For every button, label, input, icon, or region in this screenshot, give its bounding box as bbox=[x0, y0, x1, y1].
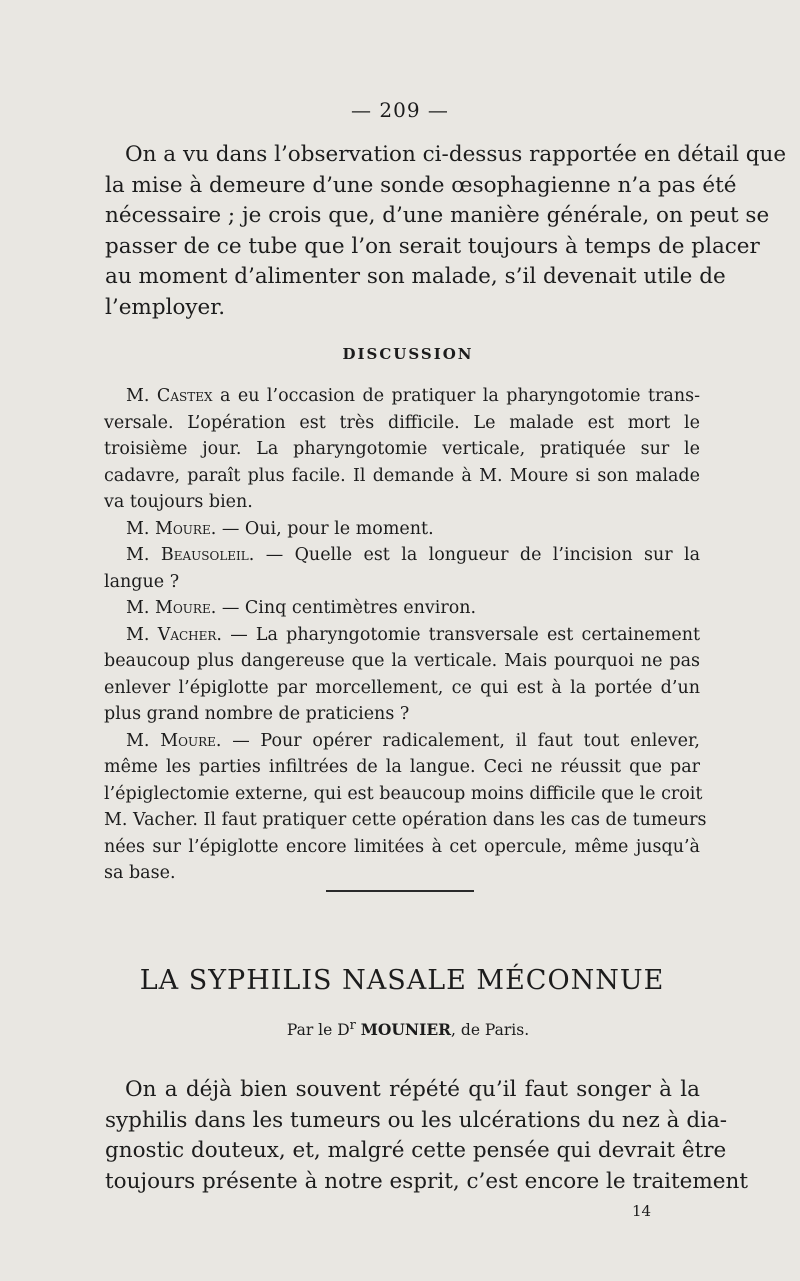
byline bbox=[0, 1018, 800, 1039]
discussion-line: va toujours bien. bbox=[104, 492, 253, 512]
discussion-line: cadavre, paraît plus facile. Il demande à M. Moure si son malade bbox=[104, 465, 700, 486]
speech-text: — La pharyngotomie transversale est certainement bbox=[222, 624, 700, 645]
discussion-line: troisième jour. La pharyngotomie verticale, pratiquée sur le bbox=[104, 439, 700, 459]
speaker-name: M. Vacher. bbox=[126, 624, 222, 645]
discussion-line: sa base. bbox=[104, 863, 176, 883]
discussion-line bbox=[104, 383, 700, 410]
speech-text: — Pour opérer radicalement, il faut tout enlever, bbox=[221, 730, 700, 751]
page-number: — 209 — bbox=[351, 98, 449, 122]
discussion-line: versale. L’opération est très difficile. Le malade est mort le bbox=[104, 412, 700, 433]
byline-prefix: Par le D bbox=[286, 1021, 350, 1040]
paragraph-line: toujours présente à notre esprit, c’est encore le traitement bbox=[105, 1168, 749, 1194]
paragraph-line: syphilis dans les tumeurs ou les ulcérations du nez à dia- bbox=[105, 1107, 728, 1133]
discussion-line: l’épiglectomie externe, qui est beaucoup moins difficile que le croit bbox=[104, 783, 703, 804]
speaker-name: M. Moure. bbox=[126, 598, 217, 618]
paragraph-line: passer de ce tube que l’on serait toujours à temps de placer bbox=[105, 233, 760, 259]
discussion-line bbox=[104, 622, 700, 649]
intro-paragraph bbox=[105, 140, 787, 323]
discussion-line bbox=[104, 595, 700, 622]
speech-text: — Quelle est la longueur de l’incision sur la bbox=[254, 545, 701, 565]
paragraph-line: nécessaire ; je crois que, d’une manière générale, on peut se bbox=[105, 203, 770, 228]
discussion-line bbox=[104, 728, 700, 755]
speaker-name: M. Castex bbox=[126, 386, 213, 406]
paragraph-line: On a déjà bien souvent répété qu’il faut songer à la bbox=[125, 1077, 700, 1102]
discussion-line: même les parties infiltrées de la langue. Ceci ne réussit que par bbox=[104, 757, 700, 777]
article-paragraph bbox=[105, 1075, 749, 1197]
discussion-line: beaucoup plus dangereuse que la verticale. Mais pourquoi ne pas bbox=[104, 651, 700, 671]
speaker-name: M. Beausoleil. bbox=[126, 545, 255, 565]
speaker-name: M. Moure. bbox=[126, 518, 217, 539]
discussion-body bbox=[104, 383, 707, 887]
paragraph-line: gnostic douteux, et, malgré cette pensée qui devrait être bbox=[105, 1138, 727, 1163]
speech-text: a eu l’occasion de pratiquer la pharyngotomie trans- bbox=[212, 386, 700, 406]
discussion-line: enlever l’épiglotte par morcellement, ce qui est à la portée d’un bbox=[104, 677, 700, 698]
byline-suffix: , de Paris. bbox=[451, 1021, 530, 1040]
paragraph-line: l’employer. bbox=[105, 294, 226, 320]
paragraph-line: la mise à demeure d’une sonde œsophagienne n’a pas été bbox=[105, 172, 737, 198]
discussion-line bbox=[104, 516, 700, 543]
discussion-line: plus grand nombre de praticiens ? bbox=[104, 704, 410, 724]
discussion-line: M. Vacher. Il faut pratiquer cette opération dans les cas de tumeurs bbox=[104, 810, 707, 830]
speech-text: — Oui, pour le moment. bbox=[216, 518, 434, 539]
discussion-line bbox=[104, 542, 700, 569]
article-title: LA SYPHILIS NASALE MÉCONNUE bbox=[139, 965, 665, 996]
paragraph-line: au moment d’alimenter son malade, s’il devenait utile de bbox=[105, 264, 726, 289]
byline-sup: r bbox=[349, 1018, 356, 1033]
author-name: MOUNIER bbox=[360, 1020, 452, 1040]
printer-signature: 14 bbox=[632, 1202, 652, 1220]
section-divider bbox=[326, 890, 474, 892]
discussion-line: nées sur l’épiglotte encore limitées à cet opercule, même jusqu’à bbox=[104, 836, 700, 857]
discussion-heading: DISCUSSION bbox=[342, 345, 474, 363]
discussion-line: langue ? bbox=[104, 571, 180, 592]
speaker-name: M. Moure. bbox=[126, 730, 222, 751]
paragraph-line: On a vu dans l’observation ci-dessus rapportée en détail que bbox=[125, 142, 787, 167]
speech-text: — Cinq centimètres environ. bbox=[216, 598, 477, 618]
